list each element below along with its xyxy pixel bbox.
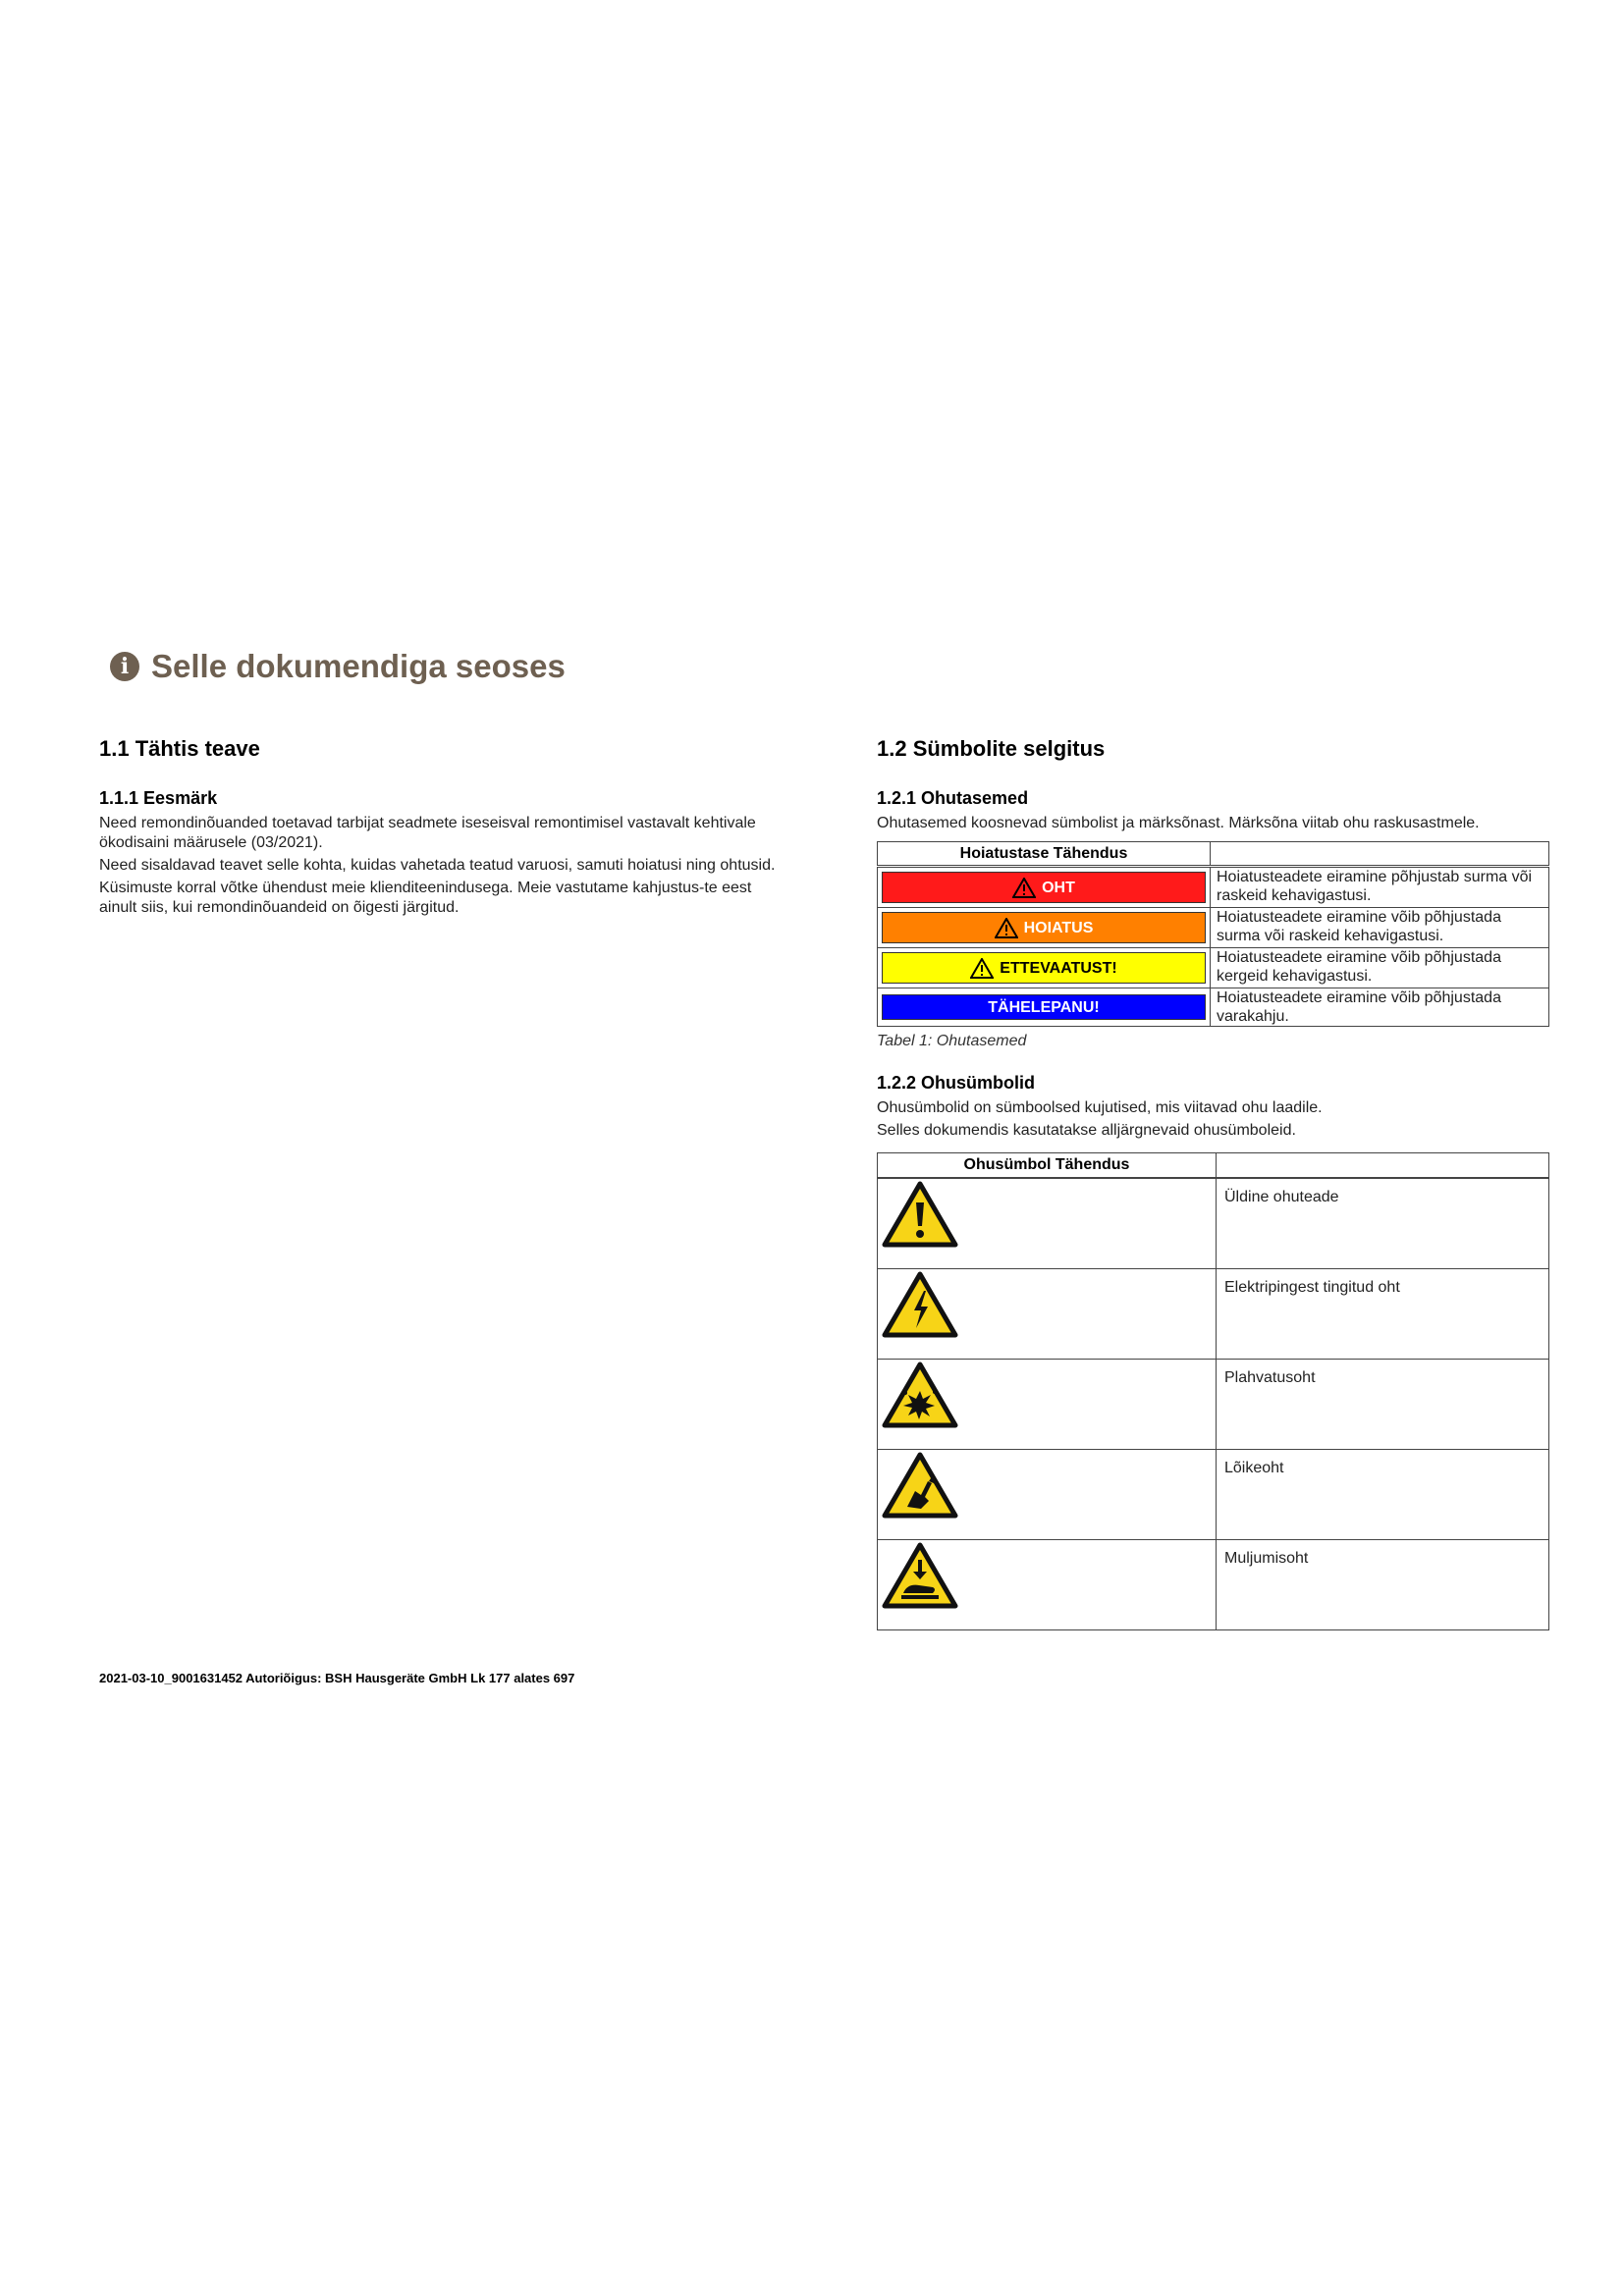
- hazard-meaning: Plahvatusoht: [1217, 1360, 1549, 1450]
- signal-word-table: [877, 841, 1549, 1027]
- table-row: [878, 1450, 1549, 1540]
- signal-danger: OHT: [882, 872, 1206, 903]
- signal-caution: ETTEVAATUST!: [882, 952, 1206, 984]
- table-row: [878, 908, 1549, 948]
- chapter-heading: [110, 648, 566, 685]
- table-row: [878, 1269, 1549, 1360]
- signal-meaning: Hoiatusteadete eiramine võib põhjustada varakahju.: [1211, 988, 1549, 1027]
- table-row: [878, 1178, 1549, 1269]
- page-footer: 2021-03-10_9001631452 Autoriõigus: BSH Hausgeräte GmbH Lk 177 alates 697: [99, 1671, 575, 1685]
- explosion-hazard-icon: [882, 1362, 958, 1428]
- chapter-title: Selle dokumendiga seoses: [151, 648, 566, 684]
- table-header-empty: [1217, 1153, 1549, 1179]
- section-title-important-info: 1.1 Tähtis teave: [99, 736, 260, 761]
- table-row: [878, 1540, 1549, 1630]
- subsection-title-hazard-levels: 1.2.1 Ohutasemed: [877, 788, 1029, 808]
- paragraph: Selles dokumendis kasutatakse alljärgnevaid ohusümboleid.: [877, 1122, 1296, 1139]
- hazard-meaning: Muljumisoht: [1217, 1540, 1549, 1630]
- table-row: [878, 988, 1549, 1027]
- signal-meaning: Hoiatusteadete eiramine põhjustab surma või raskeid kehavigastusi.: [1211, 867, 1549, 908]
- section-title-symbols: 1.2 Sümbolite selgitus: [877, 736, 1106, 761]
- left-column: [99, 736, 777, 921]
- table-row: [878, 867, 1549, 908]
- hazard-symbol-table: [877, 1152, 1549, 1630]
- subsection-title-purpose: 1.1.1 Eesmärk: [99, 788, 218, 808]
- paragraph: Ohutasemed koosnevad sümbolist ja märksõnast. Märksõna viitab ohu raskusastmele.: [877, 815, 1480, 831]
- table-row: [878, 948, 1549, 988]
- table-header: Hoiatustase Tähendus: [878, 842, 1211, 867]
- table-header-empty: [1211, 842, 1549, 867]
- subsection-title-hazard-symbols: 1.2.2 Ohusümbolid: [877, 1073, 1036, 1093]
- signal-meaning: Hoiatusteadete eiramine võib põhjustada kergeid kehavigastusi.: [1211, 948, 1549, 988]
- hazard-meaning: Lõikeoht: [1217, 1450, 1549, 1540]
- warning-triangle-icon: [970, 958, 994, 979]
- table-caption: Tabel 1: Ohutasemed: [877, 1033, 1027, 1049]
- paragraph: Need remondinõuanded toetavad tarbijat seadmete iseseisval remontimisel vastavalt kehtivale ökodisaini määrusele (03/2021).: [99, 815, 756, 851]
- general-warning-icon: [882, 1181, 958, 1248]
- cutting-hazard-icon: [882, 1452, 958, 1519]
- paragraph: Küsimuste korral võtke ühendust meie klienditeenindusega. Meie vastutame kahjustus-te eest ainult siis, kui remondinõuandeid on õigesti järgitud.: [99, 880, 752, 916]
- hazard-meaning: Elektripingest tingitud oht: [1217, 1269, 1549, 1360]
- signal-warning: HOIATUS: [882, 912, 1206, 943]
- hazard-meaning: Üldine ohuteade: [1217, 1178, 1549, 1269]
- info-icon: i: [110, 652, 139, 681]
- table-row: [878, 1360, 1549, 1450]
- crush-hazard-icon: [882, 1542, 958, 1609]
- signal-notice: TÄHELEPANU!: [882, 994, 1206, 1020]
- right-column: [877, 736, 1551, 1630]
- warning-triangle-icon: [1012, 878, 1036, 898]
- table-header: Ohusümbol Tähendus: [878, 1153, 1217, 1179]
- signal-meaning: Hoiatusteadete eiramine võib põhjustada surma või raskeid kehavigastusi.: [1211, 908, 1549, 948]
- electric-hazard-icon: [882, 1271, 958, 1338]
- warning-triangle-icon: [995, 918, 1018, 938]
- paragraph: Ohusümbolid on sümboolsed kujutised, mis viitavad ohu laadile.: [877, 1099, 1323, 1116]
- paragraph: Need sisaldavad teavet selle kohta, kuidas vahetada teatud varuosi, samuti hoiatusi ning ohtusid.: [99, 857, 776, 874]
